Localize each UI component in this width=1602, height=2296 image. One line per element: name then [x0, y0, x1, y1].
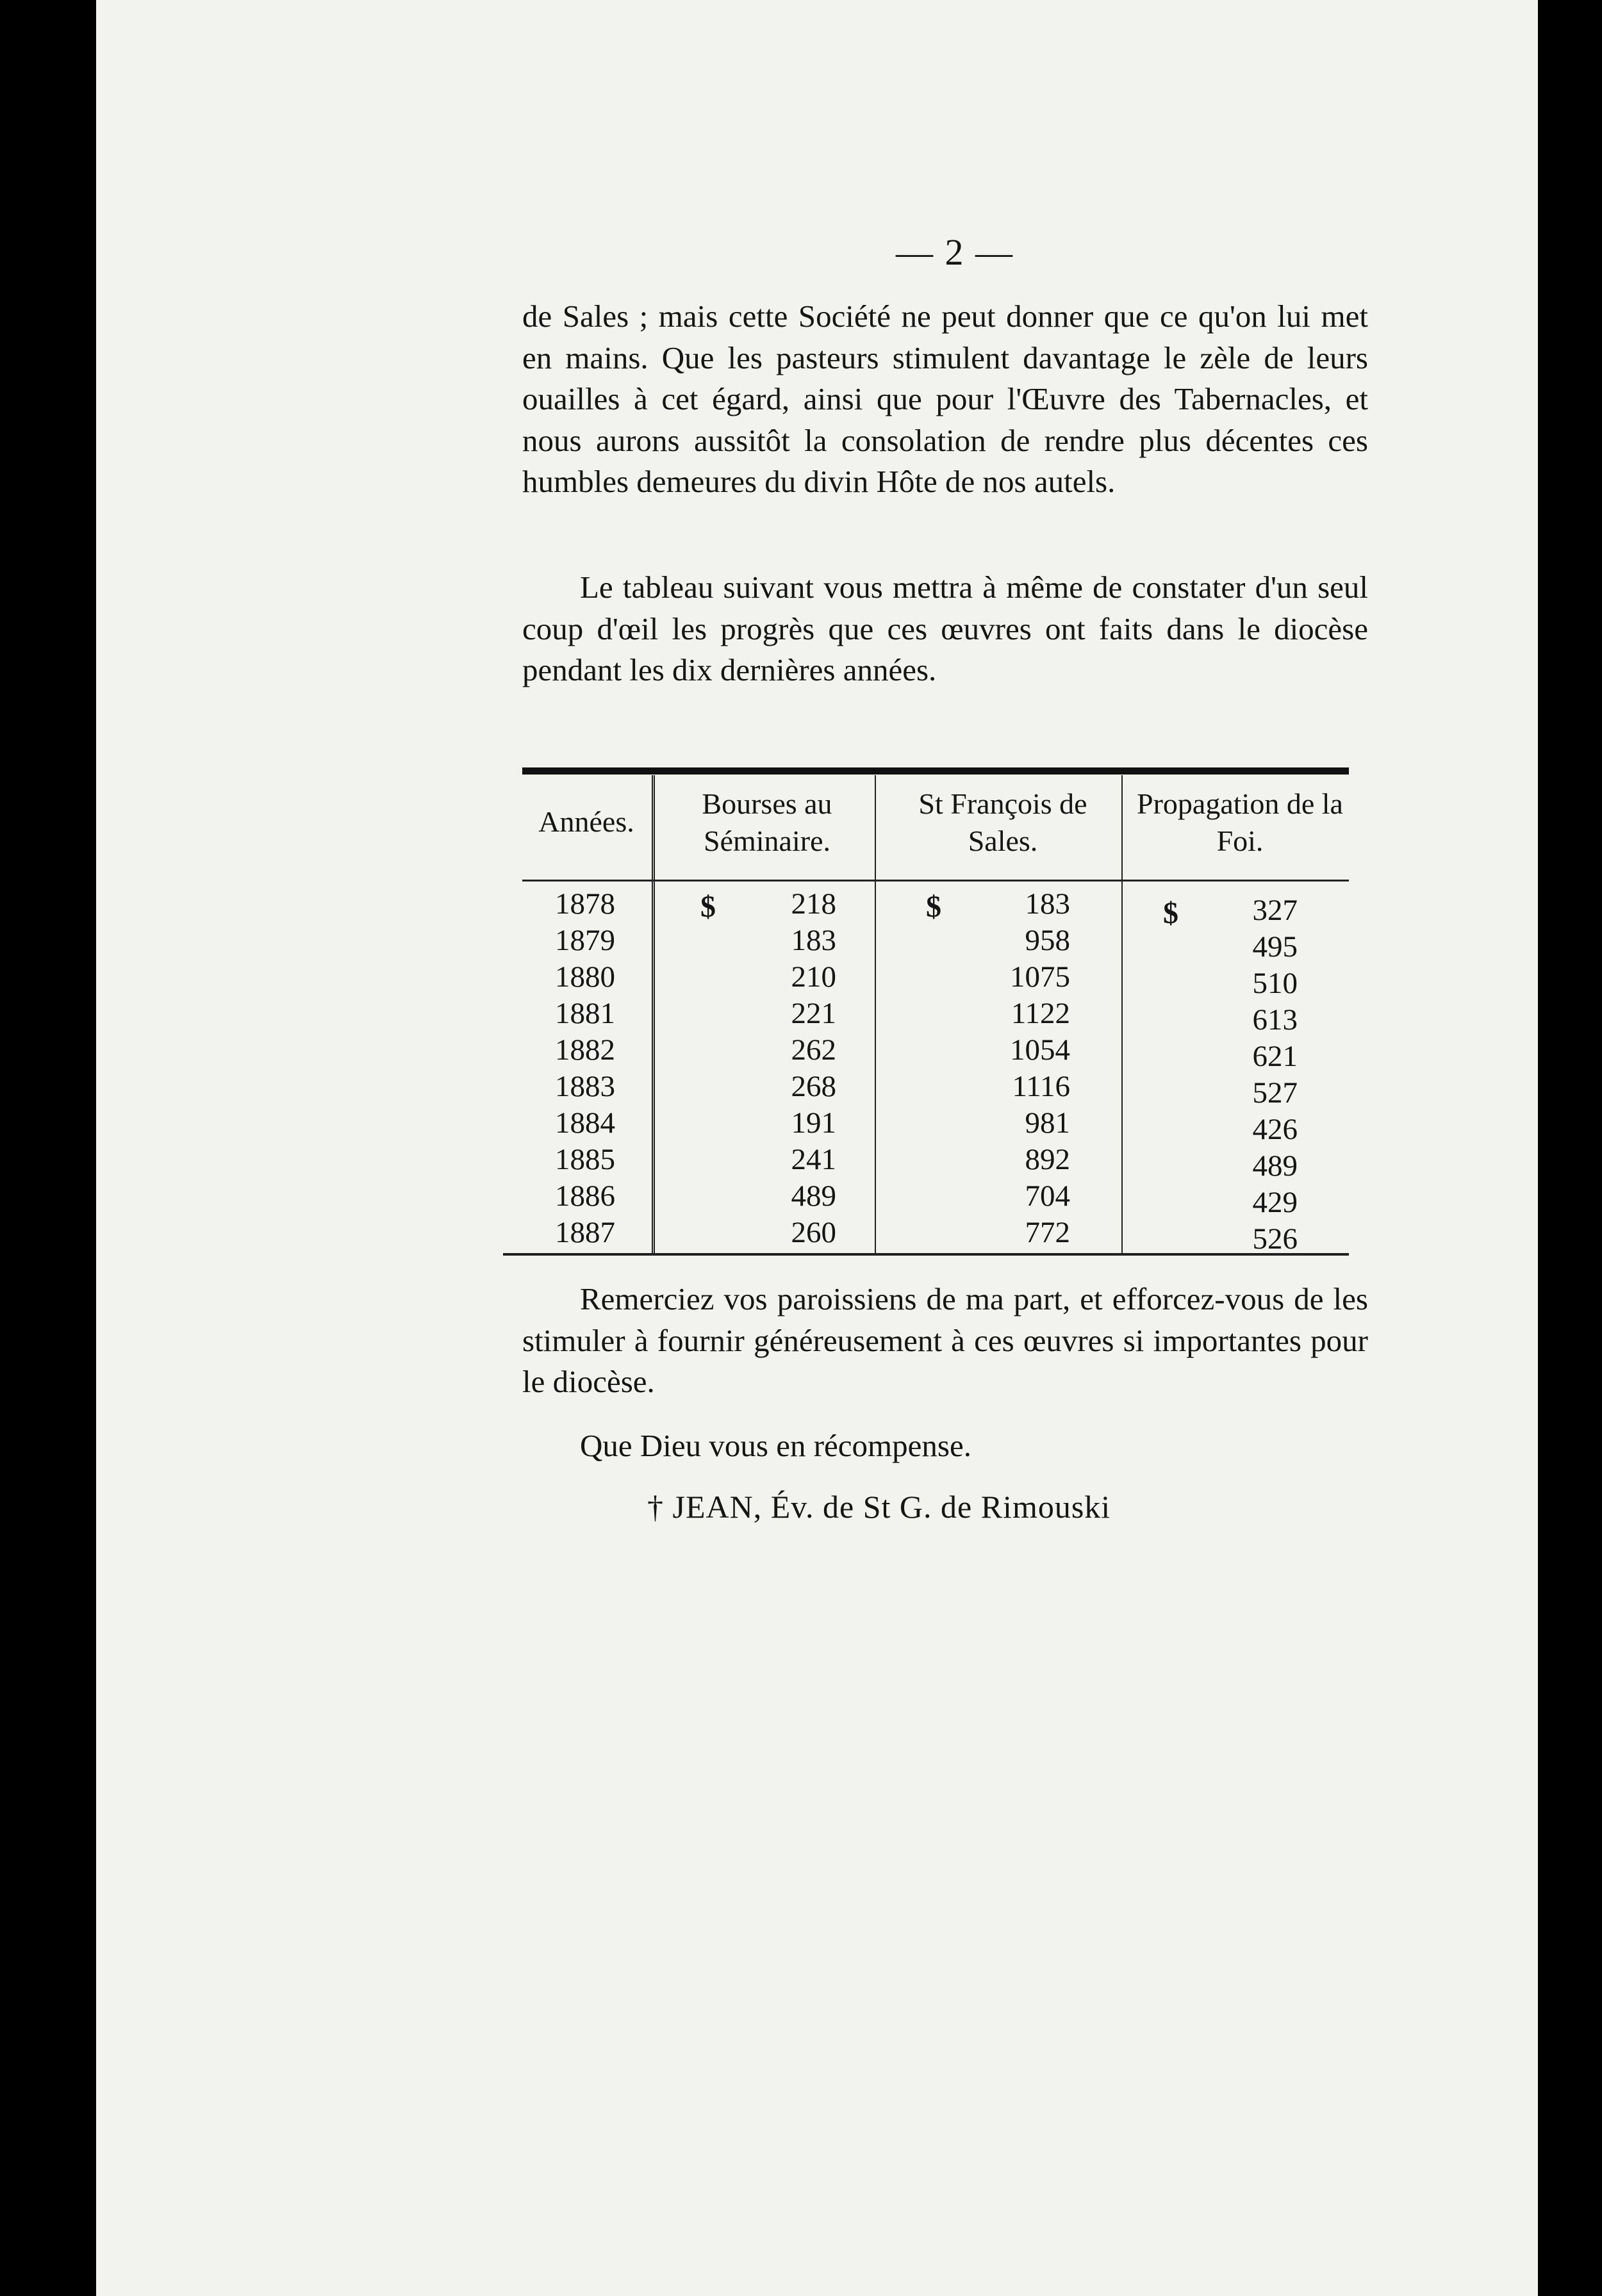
table-cell: 183: [791, 924, 836, 957]
paragraph-intro: [522, 296, 1368, 503]
table-cell: 429: [1252, 1186, 1298, 1219]
column-divider: [652, 775, 655, 1253]
header-propagation: Propagation de la Foi.: [1137, 787, 1343, 857]
table-cell: 210: [791, 960, 836, 994]
table-cell: 1878: [555, 887, 615, 921]
table-cell: 772: [1025, 1216, 1070, 1249]
table-cell: 1054: [1010, 1033, 1070, 1067]
table-cell: 1122: [1011, 997, 1070, 1030]
table-cell: 260: [791, 1216, 836, 1249]
table-cell: 221: [791, 997, 836, 1030]
header-annees: Années.: [538, 805, 634, 838]
dollar-sign: $: [926, 890, 941, 924]
table-cell: 510: [1252, 967, 1298, 1000]
paragraph-table-intro: [522, 567, 1368, 691]
table-cell: 191: [791, 1106, 836, 1140]
table-cell: 1883: [555, 1070, 615, 1103]
paragraph-closing: [522, 1279, 1368, 1403]
table-cell: 1884: [555, 1106, 615, 1140]
table-cell: 327: [1252, 894, 1298, 927]
dollar-sign: $: [700, 890, 716, 924]
table-cell: 526: [1252, 1222, 1298, 1256]
table-header-rule: [522, 880, 1349, 882]
table-cell: 1116: [1012, 1070, 1070, 1103]
column-st-francois: [964, 886, 1070, 1251]
table-cell: 218: [791, 887, 836, 921]
table-cell: 621: [1252, 1040, 1298, 1073]
table-cell: 241: [791, 1143, 836, 1176]
table-cell: 1885: [555, 1143, 615, 1176]
table-cell: 183: [1025, 887, 1070, 921]
table-cell: 981: [1025, 1106, 1070, 1140]
table-cell: 892: [1025, 1143, 1070, 1176]
paragraph-text: Remerciez vos paroissiens de ma part, et efforcez-vous de les stimuler à fournir généreusement à ces œuvres si importantes pour le diocèse.: [522, 1281, 1368, 1400]
table-cell: 958: [1025, 924, 1070, 957]
header-st-francois: St François de Sales.: [918, 787, 1087, 857]
paragraph-text: de Sales ; mais cette Société ne peut donner que ce qu'on lui met en mains. Que les pasteurs stimulent davantage le zèle de leurs ouailles à cet égard, ainsi que pour l'Œuvre des Tabernacles, et nous aurons aussitôt la consolation de rendre plus décentes ces humbles demeures du divin Hôte de nos autels.: [522, 299, 1368, 500]
table-cell: 1879: [555, 924, 615, 957]
paragraph-text: Le tableau suivant vous mettra à même de constater d'un seul coup d'œil les progrès que ces œuvres ont faits dans le diocèse pendant les dix dernières années.: [522, 570, 1368, 688]
column-bourses: [740, 886, 836, 1251]
header-bourses: Bourses au Séminaire.: [702, 787, 832, 857]
table-cell: 495: [1252, 930, 1298, 964]
table-cell: 1880: [555, 960, 615, 994]
table-cell: 1887: [555, 1216, 615, 1249]
column-years: [532, 886, 615, 1251]
paragraph-blessing: [522, 1425, 1368, 1467]
column-divider: [875, 775, 876, 1253]
statistics-table: [503, 767, 1352, 1261]
signature-line: † JEAN, Év. de St G. de Rimouski: [647, 1489, 1111, 1525]
table-cell: 704: [1025, 1179, 1070, 1213]
page-number: — 2 —: [896, 231, 1014, 273]
table-cell: 1881: [555, 997, 615, 1030]
column-divider: [1121, 775, 1123, 1253]
dollar-sign: $: [1163, 896, 1178, 930]
table-cell: 527: [1252, 1076, 1298, 1110]
column-propagation: [1208, 892, 1298, 1258]
paragraph-text: Que Dieu vous en récompense.: [580, 1428, 971, 1463]
table-cell: 489: [791, 1179, 836, 1213]
table-top-rule: [522, 767, 1349, 775]
table-cell: 262: [791, 1033, 836, 1067]
table-cell: 268: [791, 1070, 836, 1103]
table-cell: 1882: [555, 1033, 615, 1067]
table-cell: 613: [1252, 1003, 1298, 1037]
table-cell: 489: [1252, 1149, 1298, 1183]
table-cell: 1886: [555, 1179, 615, 1213]
table-cell: 426: [1252, 1113, 1298, 1146]
table-cell: 1075: [1010, 960, 1070, 994]
